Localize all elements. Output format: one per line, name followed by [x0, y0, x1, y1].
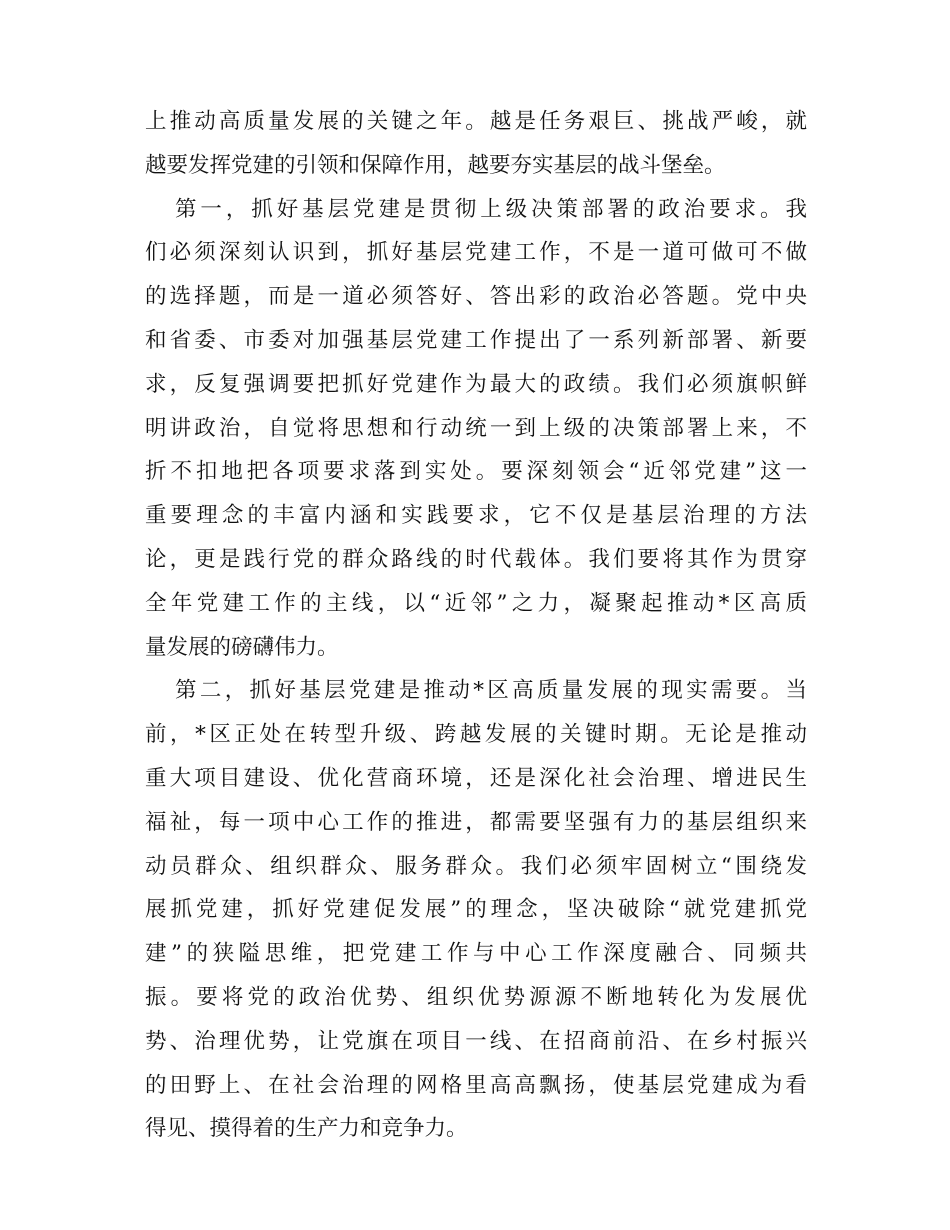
text-line: 越要发挥党建的引领和保障作用，越要夯实基层的战斗堡垒。 [145, 152, 726, 178]
text-line: 福祉，每一项中心工作的推进，都需要坚强有力的基层组织来 [145, 809, 807, 835]
document-body [145, 100, 807, 1151]
paragraph [145, 100, 807, 188]
text-line: 第二，抓好基层党建是推动*区高质量发展的现实需要。当 [175, 678, 807, 704]
text-line: 第一，抓好基层党建是贯彻上级决策部署的政治要求。我 [175, 196, 807, 222]
text-line: 建”的狭隘思维，把党建工作与中心工作深度融合、同频共 [145, 941, 807, 967]
text-line: 得见、摸得着的生产力和竞争力。 [145, 1116, 468, 1142]
text-line: 折不扣地把各项要求落到实处。要深刻领会“近邻党建”这一 [145, 459, 807, 485]
text-line: 全年党建工作的主线，以“近邻”之力，凝聚起推动*区高质 [145, 590, 807, 616]
text-line: 上推动高质量发展的关键之年。越是任务艰巨、挑战严峻，就 [145, 109, 807, 134]
text-line: 的田野上、在社会治理的网格里高高飘扬，使基层党建成为看 [145, 1072, 807, 1098]
text-line: 量发展的磅礴伟力。 [145, 634, 339, 660]
text-line: 明讲政治，自觉将思想和行动统一到上级的决策部署上来，不 [145, 415, 807, 441]
text-line: 的选择题，而是一道必须答好、答出彩的政治必答题。党中央 [145, 284, 807, 310]
text-line: 动员群众、组织群众、服务群众。我们必须牢固树立“围绕发 [145, 853, 807, 879]
text-line: 振。要将党的政治优势、组织优势源源不断地转化为发展优 [145, 984, 807, 1010]
text-line: 和省委、市委对加强基层党建工作提出了一系列新部署、新要 [145, 327, 807, 353]
paragraph [145, 669, 807, 1151]
text-line: 重要理念的丰富内涵和实践要求，它不仅是基层治理的方法 [145, 503, 807, 529]
text-line: 求，反复强调要把抓好党建作为最大的政绩。我们必须旗帜鲜 [145, 371, 807, 397]
paragraph [145, 188, 807, 670]
text-line: 展抓党建，抓好党建促发展”的理念，坚决破除“就党建抓党 [145, 897, 807, 923]
text-line: 们必须深刻认识到，抓好基层党建工作，不是一道可做可不做 [145, 240, 807, 266]
text-line: 势、治理优势，让党旗在项目一线、在招商前沿、在乡村振兴 [145, 1028, 807, 1054]
text-line: 重大项目建设、优化营商环境，还是深化社会治理、增进民生 [145, 765, 807, 791]
text-line: 论，更是践行党的群众路线的时代载体。我们要将其作为贯穿 [145, 546, 807, 572]
text-line: 前，*区正处在转型升级、跨越发展的关键时期。无论是推动 [145, 722, 807, 748]
